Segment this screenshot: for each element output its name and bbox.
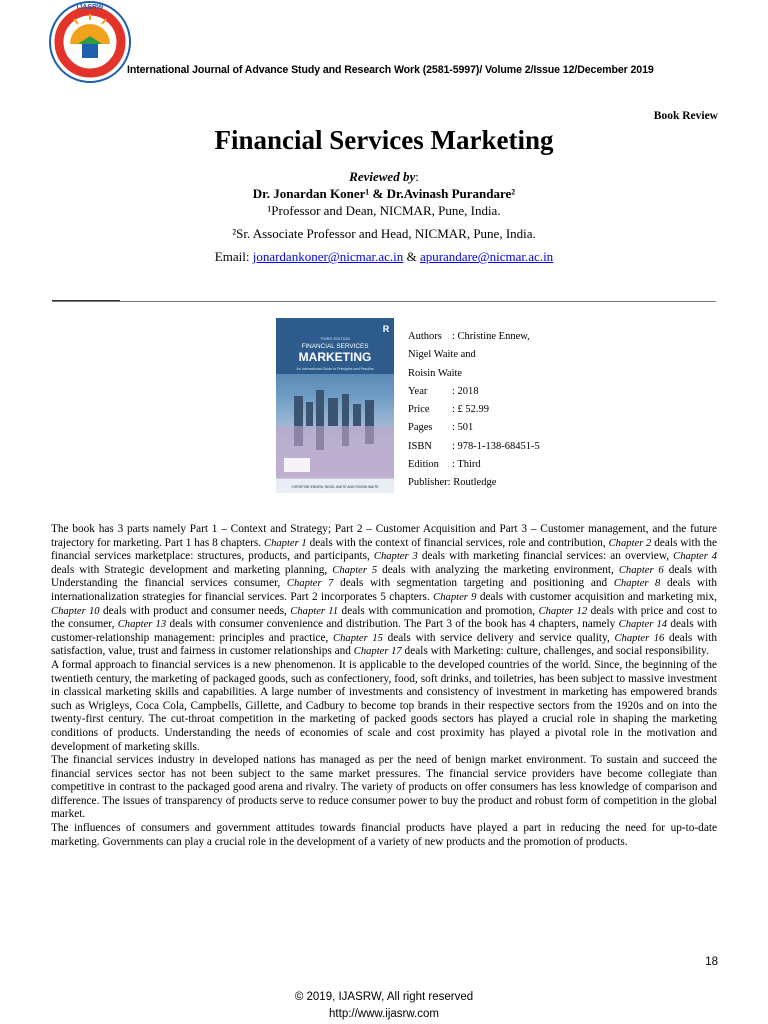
p1-text-j: deals with customer acquisition and marketing mix,	[476, 590, 718, 603]
price-label: Price	[408, 404, 430, 416]
isbn-label: ISBN	[408, 440, 432, 452]
paragraph-1	[51, 523, 717, 659]
p1-text-f: deals with analyzing the marketing environment,	[377, 563, 619, 576]
email-separator: &	[403, 249, 420, 264]
edition-label: Edition	[408, 459, 439, 471]
section-label: Book Review	[653, 110, 718, 122]
journal-header-line: International Journal of Advance Study and Research Work (2581-5997)/ Volume 2/Issue 12/December 2019	[127, 64, 654, 76]
book-cover-image	[276, 318, 394, 493]
p1-text-k: deals with product and consumer needs,	[99, 604, 291, 617]
edition-value: : Third	[452, 459, 481, 471]
email-link-2[interactable]: apurandare@nicmar.ac.in	[419, 249, 554, 264]
chapter-ref: Chapter 7	[286, 578, 334, 590]
affiliation-2: ²Sr. Associate Professor and Head, NICMAR, Pune, India.	[232, 226, 536, 241]
p1-text-a: The book has 3 parts namely Part 1 – Context and Strategy; Part 2 – Customer Acquisition and Part 3 – Customer management, and the future trajectory for marketing. Part 1 has 8 chapters.	[51, 523, 717, 549]
year-label: Year	[408, 385, 428, 397]
cover-line1: FINANCIAL SERVICES	[301, 343, 369, 350]
cover-edition: THIRD EDITION	[320, 336, 350, 341]
p1-text-q: deals with satisfaction, value, trust and fairness in customer relationships and	[51, 631, 718, 658]
chapter-ref: Chapter 6	[618, 564, 664, 576]
price-value: : £ 52.99	[452, 404, 490, 416]
publisher-value: Routledge	[453, 477, 497, 489]
reviewers-block	[0, 168, 768, 265]
article-title: Financial Services Marketing	[214, 125, 554, 155]
chapter-ref: Chapter 4	[673, 551, 718, 563]
cover-line2: MARKETING	[298, 350, 372, 364]
chapter-ref: Chapter 15	[333, 632, 383, 644]
chapter-ref: Chapter 13	[117, 619, 167, 631]
email-link-1[interactable]: jonardankoner@nicmar.ac.in	[252, 249, 404, 264]
review-body	[51, 523, 717, 849]
pages-label: Pages	[408, 422, 433, 434]
chapter-ref: Chapter 10	[51, 605, 100, 617]
publisher-label: Publisher:	[408, 477, 451, 489]
logo-text: IJASRW	[76, 4, 104, 11]
chapter-ref: Chapter 9	[433, 591, 477, 603]
chapter-ref: Chapter 12	[538, 605, 588, 617]
p1-text-p: deals with service delivery and service quality,	[382, 631, 615, 644]
chapter-ref: Chapter 3	[373, 551, 418, 563]
chapter-ref: Chapter 16	[614, 632, 665, 644]
p1-text-m: deals with price and cost to the consumer,	[51, 604, 717, 631]
reviewed-by-label: Reviewed by	[349, 169, 416, 184]
cover-authors: CHRISTINE ENNEW, NIGEL WAITE AND ROISIN WAITE	[291, 485, 379, 489]
chapter-ref: Chapter 2	[608, 537, 652, 549]
p1-text-l: deals with communication and promotion,	[338, 604, 539, 617]
journal-logo	[48, 0, 132, 84]
authors-label: Authors	[408, 331, 442, 342]
divider	[52, 301, 716, 302]
p1-text-b: deals with the context of financial services, role and contribution,	[306, 536, 609, 549]
paragraph-3: The financial services industry in developed nations has managed as per the need of benign market environment. To sustain and succeed the financial services sector has not been subject to the same market pressures. The financial service providers have become collegiate than competitive in contrast to the packaged good arena and rivalry. The variety of products on offer consumers has less knowledge of comparison and difference. The issues of transparency of products serve to reduce consumer power to buy the product and robust form of competition in the global market.	[51, 754, 717, 821]
chapter-ref: Chapter 1	[264, 537, 307, 549]
chapter-ref: Chapter 11	[290, 605, 339, 617]
chapter-ref: Chapter 14	[618, 619, 668, 631]
paragraph-4: The influences of consumers and government attitudes towards financial products have played a part in reducing the need for up-to-date marketing. Governments can play a crucial role in the development of a variety of new products and the promotion of products.	[51, 822, 717, 848]
p1-text-e: deals with Strategic development and marketing planning,	[51, 563, 333, 576]
svg-text:R: R	[382, 324, 390, 334]
paragraph-2: A formal approach to financial services is a new phenomenon. It is applicable to the developed countries of the world. Since, the beginning of the twentieth century, the marketing of packaged goods, such as confectionery, food, soft drinks, and toiletries, has been subject to massive investment in classical marketing skills and capabilities. A large number of investments and consistency of investment in marketing has empowered brands such as Wrigleys, Coca Cola, Campbells, Gillette, and Cadbury to become top brands in their respective sectors from the 1920s and on into the twenty-first century. The cut-throat competition in the marketing of packed goods sectors has played a crucial role in shaping the marketing conditions of products. Understanding the needs of economies of scale and cost proximity has played a pivotal role in the motivation and development of marketing skills.	[51, 658, 717, 753]
p1-text-h: deals with segmentation targeting and positioning and	[333, 577, 614, 590]
cover-subtitle: An International Guide to Principles and Practice	[296, 367, 374, 371]
chapter-ref: Chapter 17	[353, 646, 402, 658]
page-number: 18	[705, 956, 718, 968]
year-value: : 2018	[452, 385, 479, 397]
authors-value-3: Roisin Waite	[408, 367, 463, 379]
email-label: Email:	[214, 249, 253, 264]
reviewer-names: Dr. Jonardan Koner¹ & Dr.Avinash Purandare²	[252, 186, 516, 201]
book-info	[408, 328, 540, 493]
p1-text-d: deals with marketing financial services: an overview,	[417, 550, 674, 563]
footer-url[interactable]: http://www.ijasrw.com	[329, 1008, 439, 1020]
authors-value-1: : Christine Ennew,	[452, 331, 530, 342]
p1-text-c: deals with the financial services marketplace: structures, products, and participants,	[51, 536, 718, 563]
p1-text-r: deals with Marketing: culture, challenges, and social responsibility.	[401, 645, 709, 658]
email-line	[0, 248, 768, 265]
chapter-ref: Chapter 8	[613, 578, 661, 590]
p1-text-g: deals with Understanding the financial services consumer,	[51, 563, 718, 590]
affiliation-1: ¹Professor and Dean, NICMAR, Pune, India.	[267, 203, 501, 218]
reviewed-by-colon: :	[415, 169, 419, 184]
p1-text-i: deals with internationalization strategies for financial services. Part 2 incorporates 5 chapters.	[51, 577, 717, 603]
pages-value: : 501	[452, 422, 474, 434]
p1-text-o: deals with customer-relationship management: principles and practice,	[51, 618, 717, 644]
isbn-value: : 978-1-138-68451-5	[452, 440, 540, 452]
authors-value-2: Nigel Waite and	[408, 349, 476, 361]
p1-text-n: deals with consumer convenience and distribution. The Part 3 of the book has 4 chapters, namely	[166, 618, 619, 631]
chapter-ref: Chapter 5	[332, 564, 378, 576]
copyright-line: © 2019, IJASRW, All right reserved	[294, 991, 474, 1003]
